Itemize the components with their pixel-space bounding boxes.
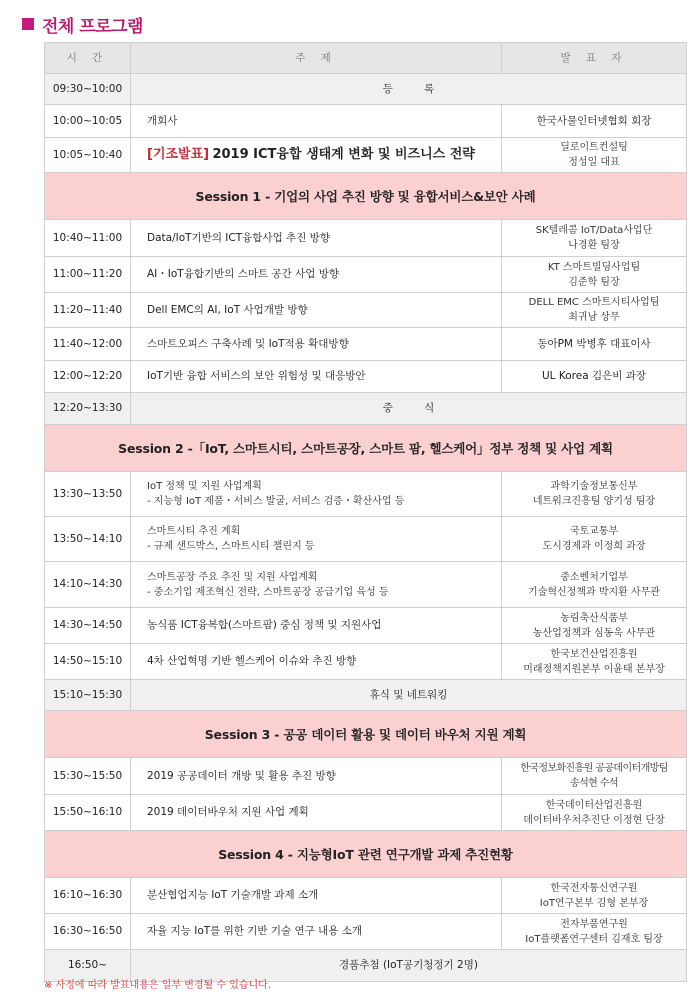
speaker-org: 한국전자통신연구원	[550, 882, 638, 894]
speaker-name: 송석현 수석	[570, 778, 618, 789]
speaker-cell	[502, 293, 687, 328]
time-cell: 15:10~15:30	[45, 680, 131, 711]
topic-cell: IoT기반 융합 서비스의 보안 위험성 및 대응방안	[131, 361, 502, 393]
time-cell: 13:30~13:50	[45, 472, 131, 517]
topic-title: 스마트공장 주요 추진 및 지원 사업계획	[147, 571, 318, 583]
footnote: ※ 사정에 따라 발표내용은 일부 변경될 수 있습니다.	[44, 980, 272, 991]
topic-cell: 등 록	[131, 74, 687, 105]
table-row	[45, 680, 687, 711]
speaker-name: 김준학 팀장	[568, 276, 620, 288]
speaker-cell	[502, 608, 687, 644]
page-title	[22, 11, 143, 37]
topic-cell: Data/IoT기반의 ICT융합사업 추진 방향	[131, 220, 502, 257]
table-row	[45, 293, 687, 328]
session-row	[45, 173, 687, 220]
time-cell: 10:05~10:40	[45, 138, 131, 173]
time-cell: 14:10~14:30	[45, 562, 131, 608]
topic-detail: - 중소기업 제조혁신 전략, 스마트공장 공급기업 육성 등	[147, 586, 389, 598]
speaker-cell	[502, 220, 687, 257]
time-cell: 15:50~16:10	[45, 795, 131, 831]
topic-cell: 경품추첨 (IoT공기청정기 2명)	[131, 950, 687, 982]
time-cell: 11:40~12:00	[45, 328, 131, 361]
speaker-org: 한국보건산업진흥원	[550, 648, 638, 660]
speaker-cell	[502, 257, 687, 293]
table-row	[45, 361, 687, 393]
table-row	[45, 517, 687, 562]
speaker-cell	[502, 644, 687, 680]
topic-cell: 분산협업지능 IoT 기술개발 과제 소개	[131, 878, 502, 914]
time-cell: 10:40~11:00	[45, 220, 131, 257]
session-title: Session 2 -「IoT, 스마트시티, 스마트공장, 스마트 팜, 헬스케어」정부 정책 및 사업 계획	[45, 425, 687, 472]
speaker-org: DELL EMC 스마트시티사업팀	[528, 297, 660, 308]
table-row	[45, 220, 687, 257]
table-row	[45, 138, 687, 173]
speaker-name: 데이터바우처추진단 이정현 단장	[523, 814, 665, 826]
table-row	[45, 74, 687, 105]
speaker-name: IoT플랫폼연구센터 김재호 팀장	[525, 933, 663, 945]
topic-cell	[131, 138, 502, 173]
speaker-name: 농산업정책과 심동욱 사무관	[532, 627, 656, 639]
topic-detail: - 규제 샌드박스, 스마트시티 챌린지 등	[147, 541, 315, 552]
table-row	[45, 105, 687, 138]
table-row	[45, 562, 687, 608]
table-row	[45, 608, 687, 644]
topic-cell: 농식품 ICT융복합(스마트팜) 중심 정책 및 지원사업	[131, 608, 502, 644]
table-row	[45, 257, 687, 293]
time-cell: 15:30~15:50	[45, 758, 131, 795]
time-cell: 16:10~16:30	[45, 878, 131, 914]
header-topic: 주 제	[131, 43, 502, 74]
keynote-title: 2019 ICT융합 생태계 변화 및 비즈니스 전략	[212, 147, 475, 162]
title-square-icon	[22, 18, 34, 30]
table-row	[45, 795, 687, 831]
session-title: Session 1 - 기업의 사업 추진 방향 및 융합서비스&보안 사례	[45, 173, 687, 220]
time-cell: 16:30~16:50	[45, 914, 131, 950]
speaker-name: 기술혁신정책과 박지환 사무관	[528, 586, 660, 598]
topic-cell: 2019 데이터바우처 지원 사업 계획	[131, 795, 502, 831]
topic-cell: 자율 지능 IoT를 위한 기반 기술 연구 내용 소개	[131, 914, 502, 950]
speaker-cell	[502, 878, 687, 914]
speaker-cell: 한국사물인터넷협회 회장	[502, 105, 687, 138]
speaker-cell	[502, 795, 687, 831]
topic-cell	[131, 517, 502, 562]
speaker-org: 딜로이트컨설팅	[560, 142, 628, 153]
time-cell: 10:00~10:05	[45, 105, 131, 138]
topic-detail: - 지능형 IoT 제품・서비스 발굴, 서비스 검증・확산사업 등	[147, 496, 405, 507]
speaker-org: 중소벤처기업부	[560, 571, 628, 583]
session-title: Session 3 - 공공 데이터 활용 및 데이터 바우처 지원 계획	[45, 711, 687, 758]
time-cell: 11:20~11:40	[45, 293, 131, 328]
topic-cell	[131, 562, 502, 608]
speaker-cell: UL Korea 김은비 과장	[502, 361, 687, 393]
topic-cell	[131, 472, 502, 517]
speaker-name: 도시경제과 이정희 과장	[542, 541, 646, 552]
table-row	[45, 328, 687, 361]
speaker-cell	[502, 914, 687, 950]
speaker-name: 네트워크진흥팀 양기성 팀장	[532, 496, 656, 507]
topic-cell: 중 식	[131, 393, 687, 425]
speaker-cell	[502, 758, 687, 795]
table-row	[45, 914, 687, 950]
topic-cell: Dell EMC의 AI, IoT 사업개발 방향	[131, 293, 502, 328]
speaker-org: 한국정보화진흥원 공공데이터개방팀	[520, 763, 668, 774]
speaker-org: 한국데이터산업진흥원	[545, 799, 643, 811]
speaker-org: SK텔레콤 IoT/Data사업단	[535, 225, 653, 236]
keynote-tag: [기조발표]	[147, 147, 210, 162]
time-cell: 12:00~12:20	[45, 361, 131, 393]
topic-title: IoT 정책 및 지원 사업계획	[147, 481, 262, 492]
speaker-name: 최귀남 상무	[568, 312, 620, 323]
table-row	[45, 758, 687, 795]
speaker-cell	[502, 472, 687, 517]
topic-cell: 2019 공공데이터 개방 및 활용 추진 방향	[131, 758, 502, 795]
time-cell: 13:50~14:10	[45, 517, 131, 562]
speaker-cell	[502, 138, 687, 173]
table-row	[45, 878, 687, 914]
session-title: Session 4 - 지능형IoT 관련 연구개발 과제 추진현황	[45, 831, 687, 878]
program-table	[44, 42, 687, 982]
time-cell: 11:00~11:20	[45, 257, 131, 293]
topic-cell: AI・IoT융합기반의 스마트 공간 사업 방향	[131, 257, 502, 293]
time-cell: 12:20~13:30	[45, 393, 131, 425]
speaker-name: 미래정책지원본부 이윤태 본부장	[523, 663, 665, 675]
topic-cell: 휴식 및 네트워킹	[131, 680, 687, 711]
session-row	[45, 711, 687, 758]
speaker-org: 농림축산식품부	[560, 612, 628, 624]
time-cell: 16:50~	[45, 950, 131, 982]
time-cell: 14:30~14:50	[45, 608, 131, 644]
speaker-org: 과학기술정보통신부	[550, 481, 638, 492]
speaker-name: 정성일 대표	[568, 157, 620, 168]
speaker-name: 나경환 팀장	[568, 240, 620, 251]
session-row	[45, 831, 687, 878]
session-row	[45, 425, 687, 472]
speaker-cell	[502, 562, 687, 608]
header-speaker: 발 표 자	[502, 43, 687, 74]
speaker-org: 전자부품연구원	[560, 918, 628, 930]
topic-cell: 스마트오피스 구축사례 및 IoT적용 확대방향	[131, 328, 502, 361]
speaker-org: 국토교통부	[569, 526, 619, 537]
speaker-org: KT 스마트빌딩사업팀	[547, 261, 641, 273]
speaker-cell: 동아PM 박병후 대표이사	[502, 328, 687, 361]
topic-cell: 개회사	[131, 105, 502, 138]
time-cell: 14:50~15:10	[45, 644, 131, 680]
table-row	[45, 472, 687, 517]
time-cell: 09:30~10:00	[45, 74, 131, 105]
table-header-row	[45, 43, 687, 74]
speaker-name: IoT연구본부 김형 본부장	[539, 897, 649, 909]
table-row	[45, 644, 687, 680]
topic-title: 스마트시티 추진 계획	[147, 526, 241, 537]
speaker-cell	[502, 517, 687, 562]
page-title-text: 전체 프로그램	[42, 16, 143, 37]
header-time: 시 간	[45, 43, 131, 74]
table-row	[45, 393, 687, 425]
topic-cell: 4차 산업혁명 기반 헬스케어 이슈와 추진 방향	[131, 644, 502, 680]
